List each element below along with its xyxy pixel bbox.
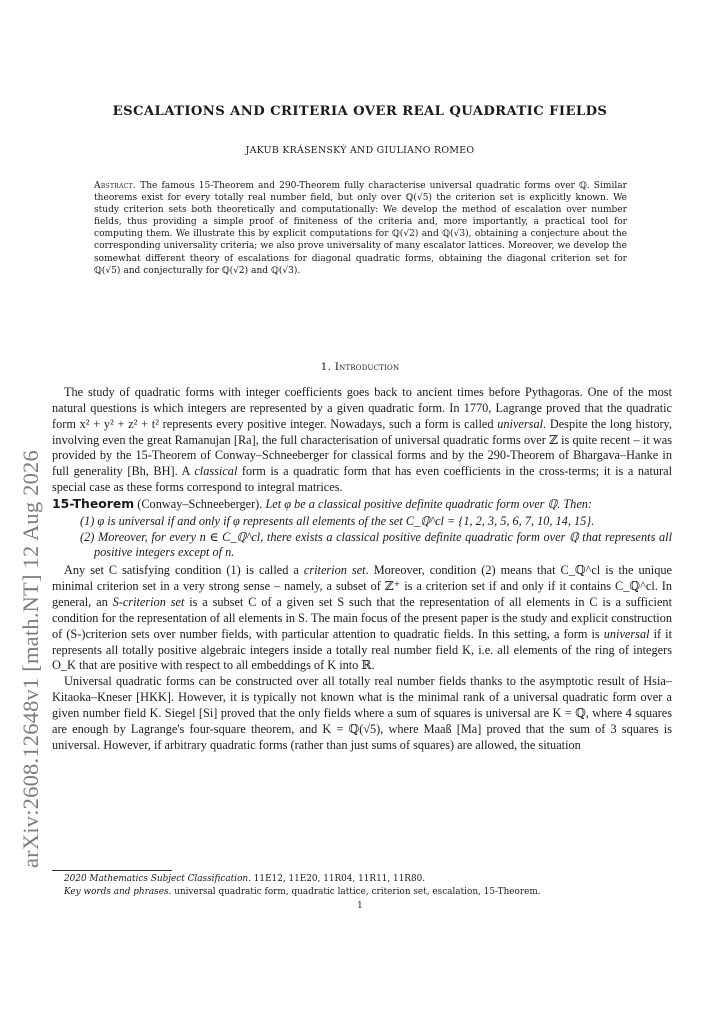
intro-p2-text-4: if it represents all totally positive algebraic integers inside a totally real number field K, i.e. all elements of the ring of integers O_K that are positive with respect to all embeddings of K into ℝ. bbox=[52, 626, 673, 673]
paper-title: ESCALATIONS AND CRITERIA OVER REAL QUADRATIC FIELDS bbox=[112, 104, 608, 119]
intro-p2-emph-universal: universal bbox=[603, 626, 650, 641]
intro-p1-emph-classical: classical bbox=[194, 464, 238, 479]
theorem-label: 15-Theorem bbox=[52, 495, 135, 511]
footnote-msc bbox=[64, 873, 664, 886]
footnote-keywords-text: universal quadratic form, quadratic lattice, criterion set, escalation, 15-Theorem. bbox=[171, 886, 541, 897]
arxiv-identifier-stamp: arXiv:2608.12648v1 [math.NT] 12 Aug 2026 bbox=[18, 450, 43, 868]
section-heading-introduction: 1. Introduction bbox=[320, 361, 400, 373]
footnote-keywords-label: Key words and phrases. bbox=[64, 886, 172, 897]
intro-paragraph-1 bbox=[52, 385, 672, 496]
theorem-condition-1: (1) φ is universal if and only if φ represents all elements of the set C_ℚ^cl = {1, 2, 3, 5, 6, 7, 10, 14, 15}. bbox=[80, 513, 595, 528]
intro-p2-emph-s-criterion-set: S-criterion set bbox=[112, 594, 185, 609]
intro-paragraph-3: Universal quadratic forms can be constructed over all totally real number fields thanks to the asymptotic result of Hsia–Kitaoka–Kneser [HKK]. However, it is typically not known what is the minimal rank of a universal quadratic form over a given number field K. Siegel [Si] proved that the only fields where a sum of squares is universal are K = ℚ, where 4 squares are enough by Lagrange's four-square theorem, and K = ℚ(√5), where Maaß [Ma] proved that the sum of 3 squares is universal. However, if arbitrary quadratic forms (rather than just sums of squares) are allowed, the situation bbox=[52, 674, 672, 752]
abstract-text: The famous 15-Theorem and 290-Theorem fully characterise universal quadratic forms over ℚ. Similar theorems exist for every totally real number field, but only over ℚ(√5) the criterion set is explicitly known. We study criterion sets both theoretically and computationally: We develop the method of escalation over number fields, thus providing a simple proof of finiteness of the criteria and, more importantly, a practical tool for computing them. We illustrate this by explicit computations for ℚ(√2) and ℚ(√3), obtaining a conjecture about the corresponding universality criteria; we also prove universality of many escalator lattices. Moreover, we develop the somewhat different theory of escalations for diagonal quadratic forms, obtaining the diagonal criterion set for ℚ(√5) and conjecturally for ℚ(√2) and ℚ(√3). bbox=[94, 181, 627, 276]
theorem-hypothesis: Let φ be a classical positive definite quadratic form over ℚ. Then: bbox=[265, 496, 593, 511]
footnote-msc-text: 11E12, 11E20, 11R04, 11R11, 11R80. bbox=[250, 874, 426, 884]
theorem-statement bbox=[52, 496, 672, 513]
theorem-conditions bbox=[52, 514, 672, 562]
intro-p2-text-2: . Moreover, condition (2) means that C_ℚ^cl is the unique minimal criterion set in a very strong sense – namely, a subset of ℤ⁺ is a criterion set if and only if it contains C_ℚ^cl. In general, an bbox=[52, 563, 672, 609]
intro-p2-emph-criterion-set: criterion set bbox=[303, 563, 366, 578]
page-number: 1 bbox=[357, 901, 363, 911]
intro-p1-emph-universal: universal bbox=[497, 416, 544, 431]
footnote-rule bbox=[52, 870, 172, 871]
abstract bbox=[94, 180, 627, 277]
footnote-msc-label: 2020 Mathematics Subject Classification. bbox=[64, 874, 251, 884]
theorem-condition-2: (2) Moreover, for every n ∈ C_ℚ^cl, there exists a classical positive definite quadratic form over ℚ that represents all positive integers except of n. bbox=[80, 529, 672, 560]
abstract-label: Abstract. bbox=[94, 181, 137, 191]
intro-p1-text-3: form is a quadratic form that has even coefficients in the cross-terms; it is a natural special case as these forms correspond to integral matrices. bbox=[52, 464, 673, 495]
intro-paragraph-2 bbox=[52, 563, 672, 674]
paper-authors: JAKUB KRÁSENSKÝ AND GIULIANO ROMEO bbox=[245, 145, 475, 156]
intro-p1-text-2: . Despite the long history, involving even the great Ramanujan [Ra], the full characterisation of universal quadratic forms over ℤ is quite recent – it was provided by the 15-Theorem of Conway–Schneeberger for classical forms and by the 290-Theorem of Bhargava–Hanke in full generality [Bh, BH]. A bbox=[52, 416, 672, 479]
footnotes bbox=[64, 873, 664, 898]
intro-p2-text-3: is a subset C of a given set S such that the representation of all elements in C is a sufficient condition for the representation of all elements in S. The main focus of the present paper is the study and explicit construction of (S-)criterion sets over number fields, with particular attention to quadratic fields. In this setting, a form is bbox=[52, 594, 672, 641]
intro-p2-text: Any set C satisfying condition (1) is called a bbox=[64, 563, 304, 578]
footnote-keywords bbox=[64, 886, 664, 899]
theorem-attribution: (Conway–Schneeberger). bbox=[134, 496, 266, 511]
main-body-text bbox=[52, 385, 672, 753]
intro-p1-text: The study of quadratic forms with integer coefficients goes back to ancient times before Pythagoras. One of the most natural questions is which integers are represented by a given quadratic form. In 1770, Lagrange proved that the quadratic form x² + y² + z² + t² represents every positive integer. Nowadays, such a form is called bbox=[52, 385, 672, 431]
